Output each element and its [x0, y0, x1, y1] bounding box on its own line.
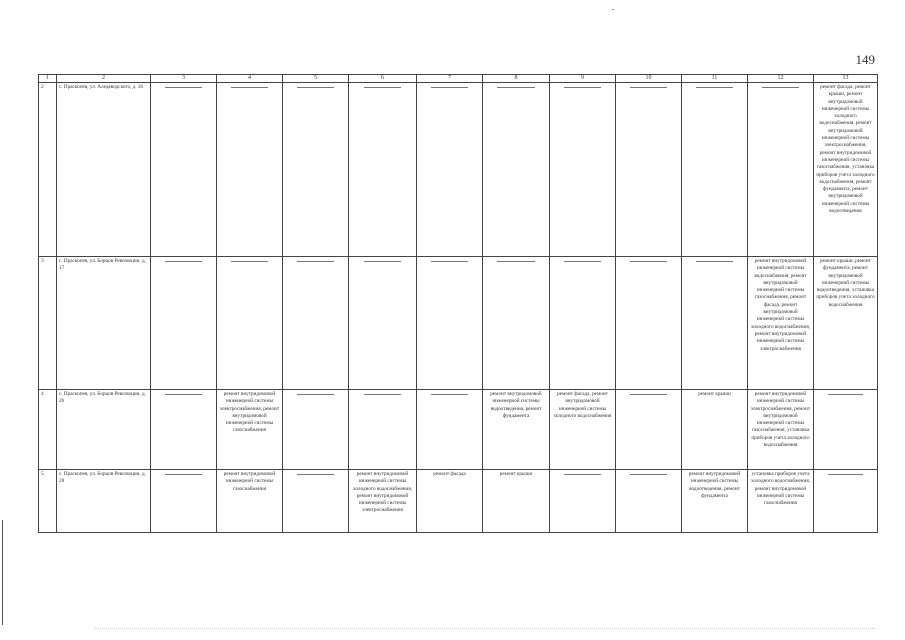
dash-mark [564, 474, 601, 475]
empty-cell [550, 83, 616, 257]
column-number: 9 [550, 75, 616, 83]
dash-mark [364, 87, 402, 88]
empty-cell [616, 83, 682, 257]
dash-mark [165, 394, 202, 395]
dash-mark [630, 261, 667, 262]
address-cell: с. Праскопея, ул. Борцов Революции, д. 28 [57, 470, 151, 533]
work-cell: ремонт внутридомовой инженерной системы газоснабжения [217, 470, 283, 533]
empty-cell [217, 83, 283, 257]
dash-mark [297, 394, 334, 395]
dash-mark [297, 474, 334, 475]
scan-artifact-noise [95, 628, 875, 629]
work-cell: ремонт внутридомовой инженерной системы электроснабжения, ремонт внутридомовой инженерной системы газоснабжения [217, 390, 283, 470]
column-number: 5 [283, 75, 349, 83]
page-number: 149 [855, 52, 875, 67]
dash-mark [165, 87, 202, 88]
table-row [39, 390, 878, 470]
empty-cell [151, 83, 217, 257]
dash-mark [828, 474, 863, 475]
empty-cell [349, 83, 417, 257]
column-number: 13 [814, 75, 878, 83]
address-cell: с. Праскопея, ул. Борцов Революции, д. 26 [57, 390, 151, 470]
table-row [39, 83, 878, 257]
dash-mark [828, 394, 863, 395]
repair-program-table [38, 74, 878, 533]
dash-mark [564, 261, 601, 262]
column-number: 1 [39, 75, 57, 83]
column-number: 2 [57, 75, 151, 83]
empty-cell [616, 257, 682, 390]
empty-cell [151, 390, 217, 470]
empty-cell [550, 257, 616, 390]
dash-mark [231, 87, 268, 88]
dash-mark [297, 87, 334, 88]
column-numbers-row [39, 75, 878, 83]
empty-cell [151, 470, 217, 533]
dash-mark [497, 87, 534, 88]
work-cell: ремонт крыши [682, 390, 748, 470]
dash-mark [564, 87, 601, 88]
empty-cell [283, 83, 349, 257]
work-cell: ремонт внутридомовой инженерной системы холодного водоснабжения, ремонт внутридомовой инженерной системы электроснабжения [349, 470, 417, 533]
work-cell: ремонт внутридомовой инженерной системы водоотведения, ремонт фундамента [483, 390, 550, 470]
empty-cell [417, 390, 483, 470]
work-cell: ремонт внутридомовой инженерной системы электроснабжения, ремонт внутридомовой инженерной системы газоснабжения, установка приборов учета холодного водоснабжения [748, 390, 814, 470]
work-cell: ремонт фасада [417, 470, 483, 533]
column-number: 4 [217, 75, 283, 83]
column-number: 6 [349, 75, 417, 83]
empty-cell [483, 83, 550, 257]
empty-cell [349, 257, 417, 390]
row-number: 3 [39, 257, 57, 390]
row-number: 4 [39, 390, 57, 470]
dash-mark [762, 87, 799, 88]
dash-mark [431, 87, 468, 88]
work-cell: ремонт крыши [483, 470, 550, 533]
dash-mark [630, 87, 667, 88]
work-cell: ремонт внутридомовой инженерной системы водоснабжения, ремонт внутридомовой инженерной системы газоснабжения, ремонт фасада, ремонт внутридомовой инженерной системы холодного водоснабжения, ремонт внутридомовой инженерной системы электроснабжения [748, 257, 814, 390]
work-cell: ремонт крыши, ремонт фундамента, ремонт внутридомовой инженерной системы водоотведения, установка приборов учета холодного водоснабжения [814, 257, 878, 390]
dash-mark [630, 474, 667, 475]
empty-cell [814, 470, 878, 533]
dash-mark [364, 394, 402, 395]
dash-mark [497, 261, 534, 262]
empty-cell [417, 83, 483, 257]
dash-mark [297, 261, 334, 262]
work-cell: установка приборов учета холодного водоснабжения, ремонт внутридомовой инженерной системы газоснабжения [748, 470, 814, 533]
column-number: 3 [151, 75, 217, 83]
row-number: 5 [39, 470, 57, 533]
dash-mark [696, 261, 733, 262]
dash-mark [165, 261, 202, 262]
table-row [39, 470, 878, 533]
empty-cell [283, 470, 349, 533]
empty-cell [417, 257, 483, 390]
dash-mark [231, 261, 268, 262]
empty-cell [349, 390, 417, 470]
empty-cell [550, 470, 616, 533]
table-row [39, 257, 878, 390]
empty-cell [151, 257, 217, 390]
column-number: 12 [748, 75, 814, 83]
dash-mark [630, 394, 667, 395]
scan-artifact-dot [612, 9, 614, 10]
empty-cell [682, 257, 748, 390]
empty-cell [616, 390, 682, 470]
address-cell: с. Праскопея, ул. Аледеводского, д. 30 [57, 83, 151, 257]
dash-mark [364, 261, 402, 262]
dash-mark [431, 261, 468, 262]
empty-cell [283, 390, 349, 470]
column-number: 10 [616, 75, 682, 83]
empty-cell [682, 83, 748, 257]
dash-mark [696, 87, 733, 88]
dash-mark [165, 474, 202, 475]
empty-cell [748, 83, 814, 257]
empty-cell [483, 257, 550, 390]
work-cell: ремонт внутридомовой инженерной системы водоотведения, ремонт фундамента [682, 470, 748, 533]
row-number: 2 [39, 83, 57, 257]
scan-artifact-line [2, 520, 3, 625]
column-number: 11 [682, 75, 748, 83]
work-cell: ремонт фасада, ремонт крыши, ремонт внутридомовой инженерной системы холодного водоснабжения, ремонт внутридомовой инженерной системы электроснабжения, ремонт внутридомовой инженерной системы газоснабжения, установка приборов учета холодного водоснабжения, ремонт фундамента, ремонт внутридомовой инженерной системы водоотведения [814, 83, 878, 257]
empty-cell [814, 390, 878, 470]
empty-cell [616, 470, 682, 533]
empty-cell [217, 257, 283, 390]
column-number: 7 [417, 75, 483, 83]
address-cell: с. Праскопея, ул. Борцов Революции, д. 17 [57, 257, 151, 390]
empty-cell [283, 257, 349, 390]
work-cell: ремонт фасада, ремонт внутридомовой инженерной системы холодного водоснабжения [550, 390, 616, 470]
column-number: 8 [483, 75, 550, 83]
dash-mark [431, 394, 468, 395]
